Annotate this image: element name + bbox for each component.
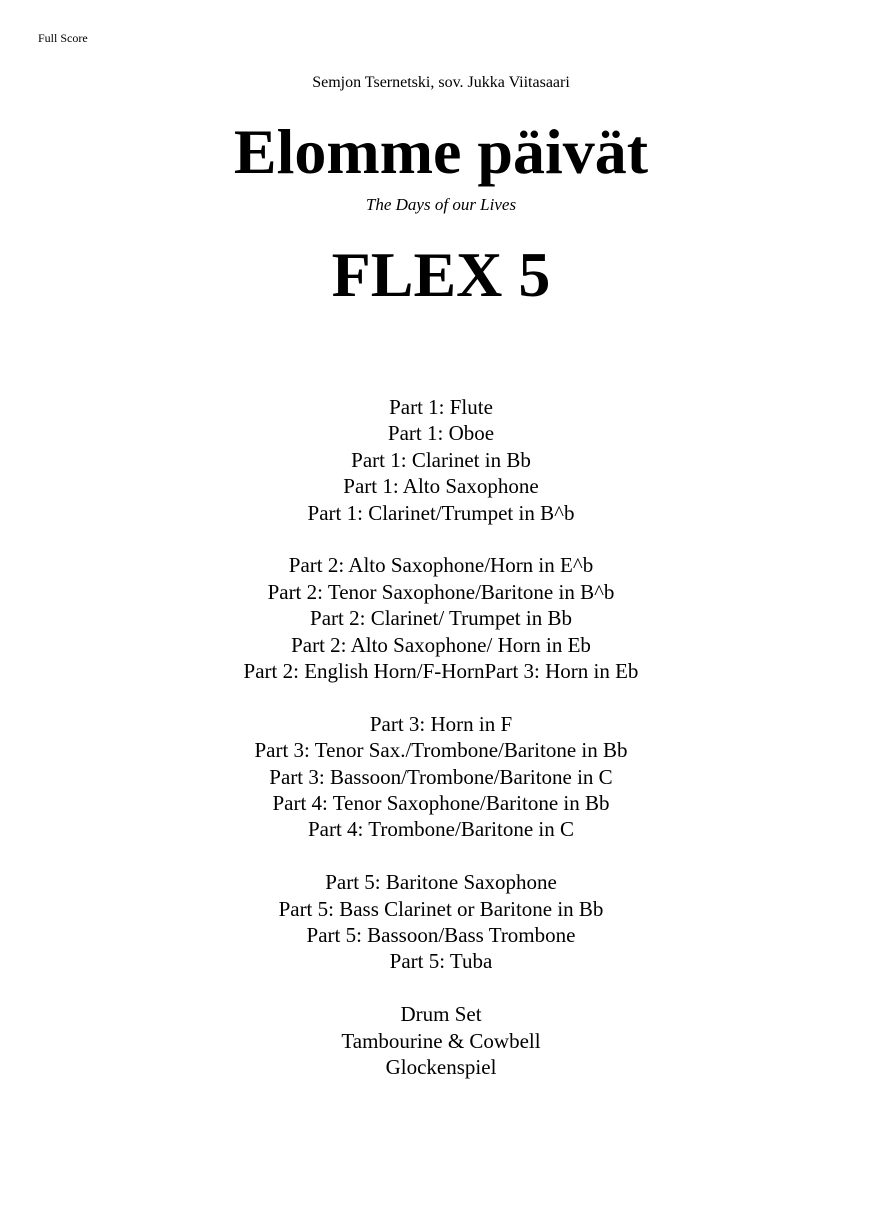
part-group-5 [0, 869, 882, 975]
part-line: Part 2: Clarinet/ Trumpet in Bb [310, 606, 572, 631]
part-line: Part 3: Tenor Sax./Trombone/Baritone in Bb [254, 738, 628, 763]
part-line: Part 1: Alto Saxophone [343, 474, 539, 499]
parts-list [0, 394, 882, 1107]
header-label: Full Score [38, 31, 88, 45]
part-group-percussion [0, 1001, 882, 1080]
part-line: Part 4: Tenor Saxophone/Baritone in Bb [272, 791, 610, 816]
part-group-2 [0, 552, 882, 684]
part-line: Glockenspiel [385, 1055, 497, 1080]
part-line: Part 1: Clarinet/Trumpet in B^b [307, 500, 575, 525]
part-group-1 [0, 394, 882, 526]
part-group-3 [0, 711, 882, 843]
edition-label: FLEX 5 [331, 239, 551, 310]
part-line: Part 1: Clarinet in Bb [351, 447, 531, 472]
part-line: Part 5: Baritone Saxophone [325, 870, 557, 895]
page-title: Elomme päivät [233, 116, 649, 187]
composer-credit: Semjon Tsernetski, sov. Jukka Viitasaari [312, 74, 570, 91]
part-line: Part 3: Horn in F [369, 711, 513, 736]
part-line: Part 5: Tuba [389, 949, 493, 974]
part-line: Part 1: Oboe [387, 421, 495, 446]
part-line: Part 2: Alto Saxophone/Horn in E^b [288, 553, 594, 578]
part-line: Part 2: Tenor Saxophone/Baritone in B^b [267, 579, 615, 604]
part-line: Part 1: Flute [389, 395, 493, 419]
part-line: Tambourine & Cowbell [341, 1028, 541, 1053]
part-line: Part 2: Alto Saxophone/ Horn in Eb [291, 632, 591, 657]
part-line: Part 4: Trombone/Baritone in C [307, 817, 574, 842]
part-line: Part 3: Bassoon/Trombone/Baritone in C [269, 764, 613, 789]
part-line: Part 5: Bassoon/Bass Trombone [306, 923, 576, 948]
part-line: Drum Set [400, 1002, 482, 1027]
part-line: Part 5: Bass Clarinet or Baritone in Bb [278, 896, 604, 921]
part-line: Part 2: English Horn/F-HornPart 3: Horn in Eb [243, 659, 639, 684]
subtitle: The Days of our Lives [365, 195, 517, 214]
